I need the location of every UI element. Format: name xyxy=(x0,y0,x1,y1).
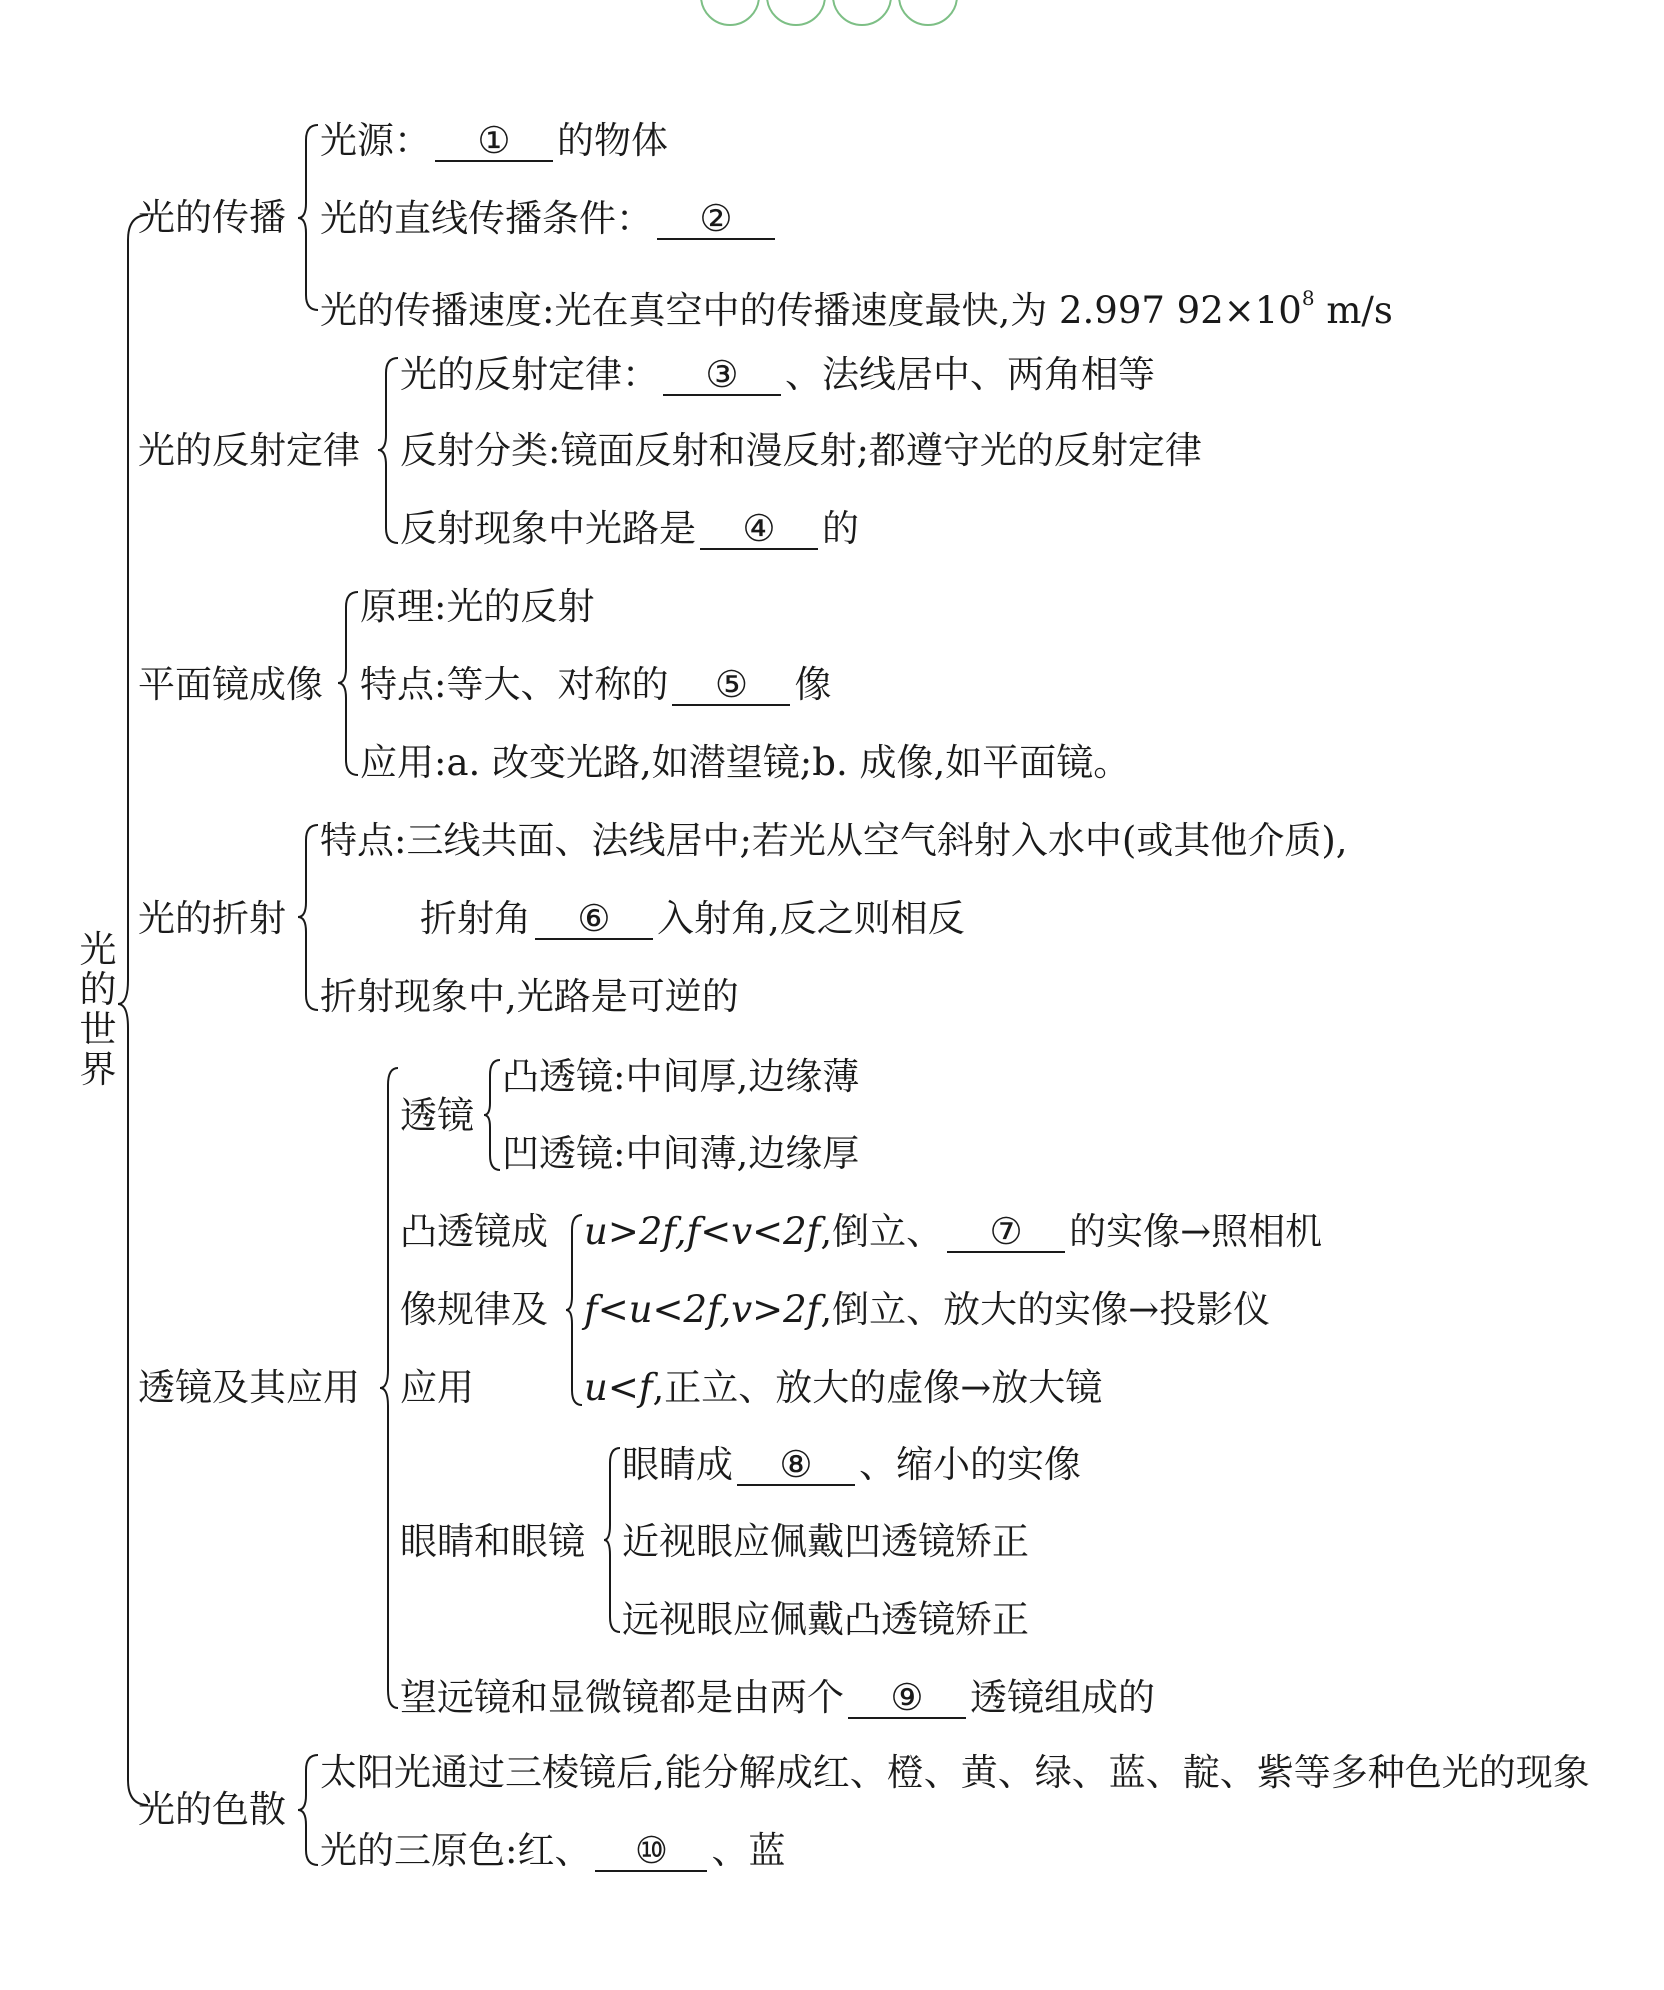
blank-7[interactable]: ⑦ xyxy=(947,1213,1065,1253)
section-label-reflection: 光的反射定律 xyxy=(138,429,360,472)
item-text: 特点:三线共面、法线居中;若光从空气斜射入水中(或其他介质), xyxy=(320,819,1348,862)
bracket-dispersion xyxy=(298,1755,318,1865)
math-expression: f<u<2f,v>2f xyxy=(584,1288,821,1331)
item-text: ,正立、放大的虚像→放大镜 xyxy=(652,1366,1103,1409)
item-text: 的实像→照相机 xyxy=(1069,1210,1323,1253)
item-dispersion-definition xyxy=(320,1750,1590,1796)
item-light-source xyxy=(320,118,668,164)
item-myopia: 近视眼应佩戴凹透镜矫正 xyxy=(622,1520,1029,1563)
item-text: 、法线居中、两角相等 xyxy=(785,353,1155,396)
item-text: m/s xyxy=(1314,289,1393,332)
item-text: 光的三原色:红、 xyxy=(320,1829,592,1872)
section-label-lens-application: 透镜及其应用 xyxy=(138,1366,360,1409)
sub-label-convex-line2: 像规律及 xyxy=(400,1288,548,1331)
bracket-lens-application xyxy=(380,1068,398,1708)
bracket-lens xyxy=(484,1060,500,1170)
blank-2[interactable]: ② xyxy=(657,200,775,240)
sub-label-lens: 透镜 xyxy=(400,1094,474,1137)
blank-6[interactable]: ⑥ xyxy=(535,900,653,940)
root-label xyxy=(78,930,118,1090)
item-projector-rule xyxy=(584,1287,1270,1333)
root-char: 光 xyxy=(79,928,117,971)
sub-label-convex-line1: 凸透镜成 xyxy=(400,1210,548,1253)
item-text: 反射现象中光路是 xyxy=(400,507,696,550)
item-telescope-microscope xyxy=(400,1675,1155,1721)
item-text: 光的直线传播条件： xyxy=(320,197,653,240)
math-expression: u<f xyxy=(584,1366,653,1409)
item-text: 光源： xyxy=(320,119,431,162)
item-text: 应用:a. 改变光路,如潜望镜;b. 成像,如平面镜。 xyxy=(360,741,1131,784)
item-light-speed xyxy=(320,275,1393,334)
item-hyperopia: 远视眼应佩戴凸透镜矫正 xyxy=(622,1598,1029,1641)
bracket-refraction xyxy=(298,825,318,1010)
item-text: 特点:等大、对称的 xyxy=(360,663,669,706)
item-text: 、缩小的实像 xyxy=(859,1443,1081,1486)
item-refraction-reversible xyxy=(320,974,739,1020)
blank-8[interactable]: ⑧ xyxy=(737,1446,855,1486)
item-magnifier-rule xyxy=(584,1365,1102,1411)
item-text: 望远镜和显微镜都是由两个 xyxy=(400,1676,844,1719)
sub-label-eye: 眼睛和眼镜 xyxy=(400,1520,585,1563)
bracket-convex xyxy=(566,1215,582,1405)
section-label-refraction: 光的折射 xyxy=(138,897,286,940)
item-refraction-features xyxy=(320,818,1348,864)
section-label-propagation: 光的传播 xyxy=(138,196,286,239)
bracket-plane-mirror xyxy=(338,592,358,775)
item-reflection-reversible xyxy=(400,506,859,552)
blank-9[interactable]: ⑨ xyxy=(848,1679,966,1719)
item-text: 光的反射定律： xyxy=(400,353,659,396)
item-convex-lens: 凸透镜:中间厚,边缘薄 xyxy=(502,1055,860,1098)
item-principle xyxy=(360,584,594,630)
root-char: 的 xyxy=(79,968,117,1011)
item-text: 眼睛成 xyxy=(622,1443,733,1486)
blank-3[interactable]: ③ xyxy=(663,356,781,396)
item-reflection-types xyxy=(400,428,1202,474)
blank-4[interactable]: ④ xyxy=(700,510,818,550)
root-char: 界 xyxy=(79,1048,117,1091)
section-label-plane-mirror: 平面镜成像 xyxy=(138,663,323,706)
item-eye-image xyxy=(622,1442,1081,1488)
item-straight-line-condition xyxy=(320,196,779,242)
section-label-dispersion: 光的色散 xyxy=(138,1788,286,1831)
item-text: 折射现象中,光路是可逆的 xyxy=(320,975,739,1018)
math-expression: u>2f,f<v<2f xyxy=(584,1210,821,1253)
item-text: 的物体 xyxy=(557,119,668,162)
item-concave-lens: 凹透镜:中间薄,边缘厚 xyxy=(502,1132,860,1175)
item-applications xyxy=(360,740,1130,786)
item-text: ,倒立、 xyxy=(820,1210,944,1253)
blank-5[interactable]: ⑤ xyxy=(672,666,790,706)
blank-1[interactable]: ① xyxy=(435,122,553,162)
item-text: 反射分类:镜面反射和漫反射;都遵守光的反射定律 xyxy=(400,429,1202,472)
item-refraction-angle xyxy=(420,896,965,942)
item-text: 太阳光通过三棱镜后,能分解成红、橙、黄、绿、蓝、靛、紫等多种色光的现象 xyxy=(320,1751,1590,1794)
item-text: ,倒立、放大的实像→投影仪 xyxy=(820,1288,1271,1331)
item-primary-colors xyxy=(320,1828,785,1874)
sub-label-convex-line3: 应用 xyxy=(400,1366,474,1409)
item-reflection-law xyxy=(400,352,1155,398)
item-text: 光的传播速度:光在真空中的传播速度最快,为 2.997 92×10 xyxy=(320,289,1302,332)
item-text: 透镜组成的 xyxy=(970,1676,1155,1719)
item-camera-rule xyxy=(584,1209,1322,1255)
item-features xyxy=(360,662,831,708)
item-text: 的 xyxy=(822,507,859,550)
superscript: 8 xyxy=(1301,286,1315,310)
item-text: 入射角,反之则相反 xyxy=(657,897,965,940)
root-char: 世 xyxy=(79,1008,117,1051)
item-text: 、蓝 xyxy=(711,1829,786,1872)
bracket-propagation xyxy=(298,125,318,310)
blank-10[interactable]: ⑩ xyxy=(595,1832,707,1872)
item-text: 原理:光的反射 xyxy=(360,585,595,628)
bracket-eye xyxy=(604,1448,620,1632)
item-text: 像 xyxy=(794,663,832,706)
item-text: 折射角 xyxy=(420,897,531,940)
bracket-reflection xyxy=(378,358,398,543)
